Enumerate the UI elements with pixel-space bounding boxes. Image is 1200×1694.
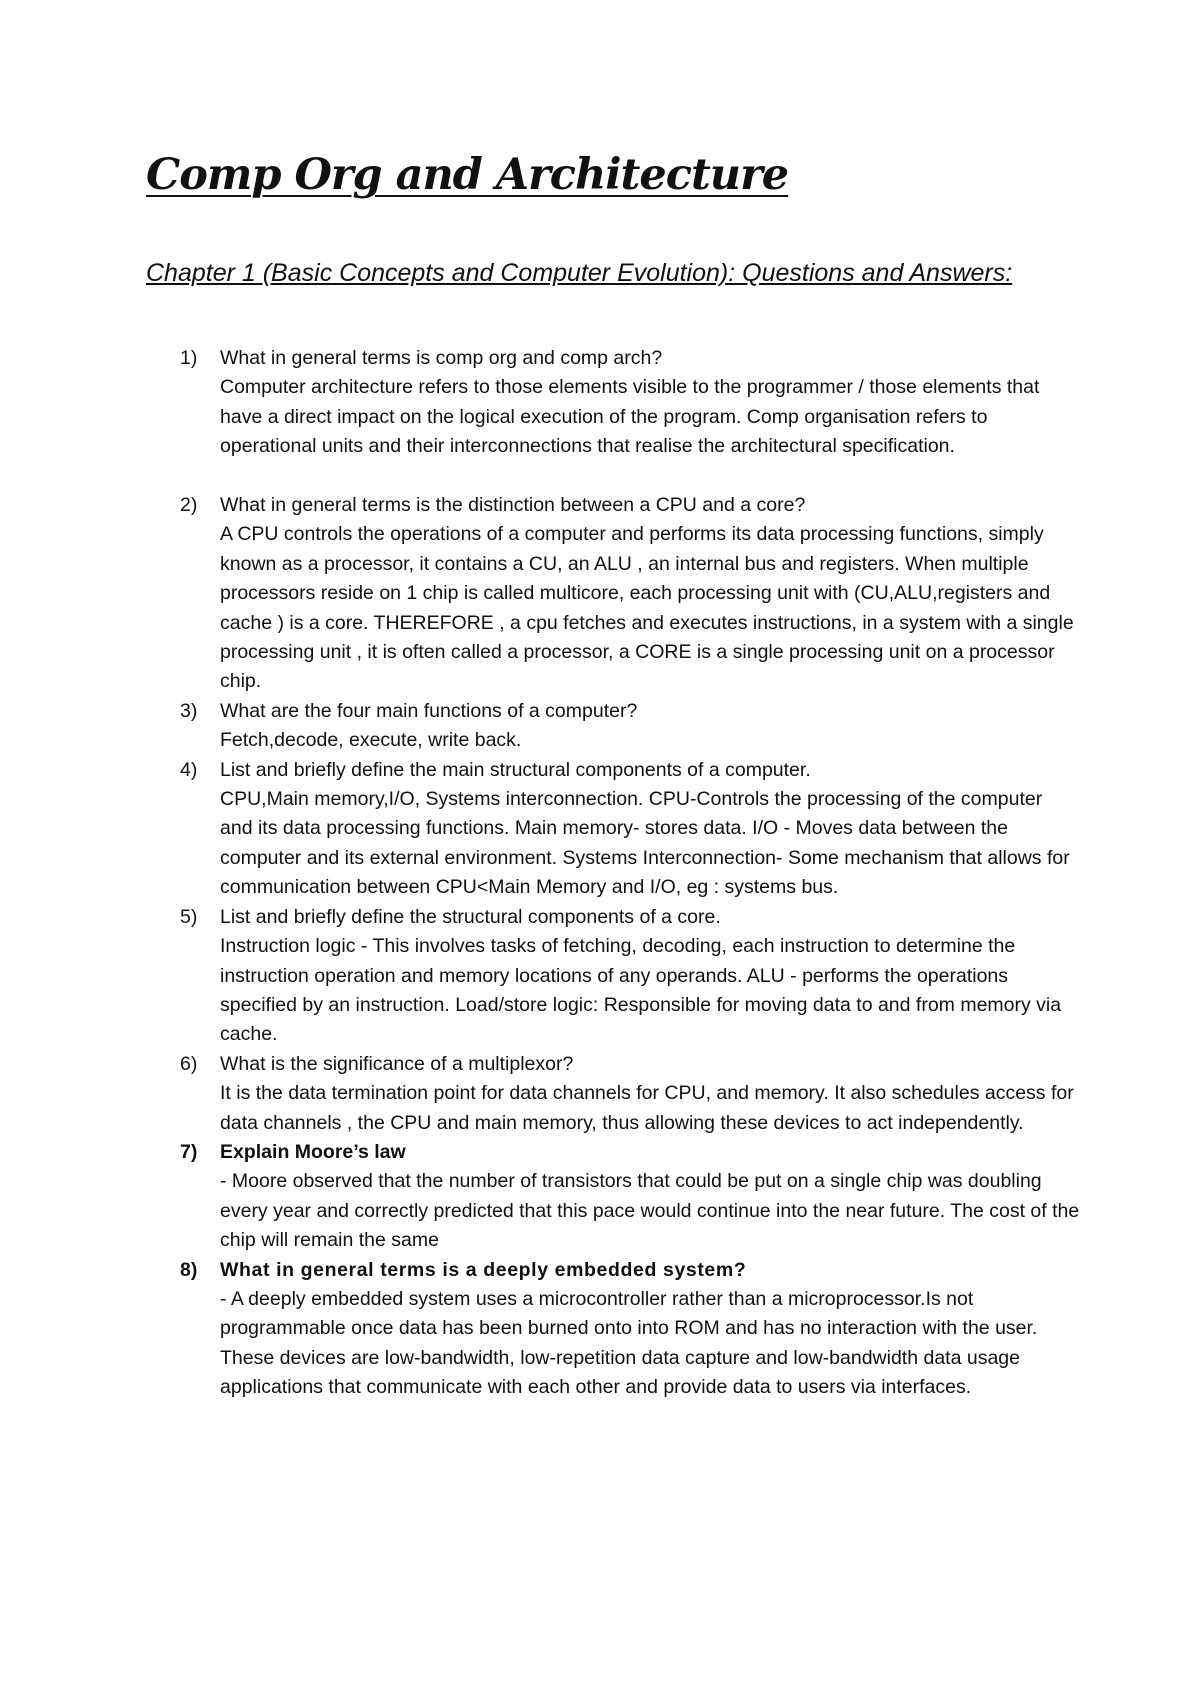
qa-number: 8) <box>180 1258 198 1281</box>
qa-question: What is the significance of a multiplexor? <box>220 1052 574 1075</box>
qa-question: What in general terms is a deeply embedded system? <box>220 1258 747 1281</box>
qa-answer: - Moore observed that the number of transistors that could be put on a single chip was doubling every year and correctly predicted that this pace would continue into the near future. The cost of the chip will remain the same <box>220 1170 1080 1252</box>
qa-item-1 <box>180 344 1080 462</box>
qa-number: 4) <box>180 758 198 781</box>
qa-answer: Computer architecture refers to those elements visible to the programmer / those elements that have a direct impact on the logical execution of the program. Comp organisation refers to operational units and their interconnections that realise the architectural specification. <box>220 376 1040 458</box>
qa-item-2 <box>180 491 1080 697</box>
qa-number: 5) <box>180 905 198 928</box>
qa-answer: Instruction logic - This involves tasks of fetching, decoding, each instruction to determine the instruction operation and memory locations of any operands. ALU - performs the operations specified by an instruction. Load/store logic: Responsible for moving data to and from memory via cache. <box>220 935 1062 1046</box>
qa-item-6 <box>180 1050 1080 1138</box>
qa-list <box>180 344 1080 1403</box>
qa-question: List and briefly define the structural components of a core. <box>220 905 721 928</box>
document-title: Comp Org and Architecture <box>146 150 789 200</box>
qa-answer: A CPU controls the operations of a computer and performs its data processing functions, simply known as a processor, it contains a CU, an ALU , an internal bus and registers. When multiple processors reside on 1 chip is called multicore, each processing unit with (CU,ALU,registers and cache ) is a core. THEREFORE , a cpu fetches and executes instructions, in a system with a single processing unit , it is often called a processor, a CORE is a single processing unit on a processor chip. <box>220 523 1074 693</box>
qa-item-5 <box>180 903 1080 1050</box>
qa-question: What in general terms is comp org and comp arch? <box>220 347 663 369</box>
qa-number: 1) <box>180 347 198 369</box>
qa-question: What in general terms is the distinction between a CPU and a core? <box>220 494 806 517</box>
chapter-heading: Chapter 1 (Basic Concepts and Computer Evolution): Questions and Answers: <box>146 259 1013 287</box>
qa-question: Explain Moore’s law <box>220 1140 406 1163</box>
qa-question: List and briefly define the main structural components of a computer. <box>220 758 811 781</box>
qa-answer: CPU,Main memory,I/O, Systems interconnection. CPU-Controls the processing of the computer and its data processing functions. Main memory- stores data. I/O - Moves data between the computer and its external environment. Systems Interconnection- Some mechanism that allows for communication between CPU<Main Memory and I/O, eg : systems bus. <box>220 788 1070 899</box>
qa-answer: Fetch,decode, execute, write back. <box>220 729 522 752</box>
qa-number: 6) <box>180 1052 198 1075</box>
qa-number: 7) <box>180 1140 198 1163</box>
qa-item-3 <box>180 697 1080 756</box>
qa-number: 2) <box>180 494 198 517</box>
qa-item-7 <box>180 1138 1080 1256</box>
qa-item-4 <box>180 756 1080 903</box>
qa-item-8 <box>180 1256 1080 1403</box>
qa-question: What are the four main functions of a computer? <box>220 699 638 722</box>
qa-answer: It is the data termination point for data channels for CPU, and memory. It also schedules access for data channels , the CPU and main memory, thus allowing these devices to act independently. <box>220 1082 1074 1134</box>
qa-number: 3) <box>180 699 198 722</box>
qa-answer: - A deeply embedded system uses a microcontroller rather than a microprocessor.Is not programmable once data has been burned onto into ROM and has no interaction with the user. These devices are low-bandwidth, low-repetition data capture and low-bandwidth data usage applications that communicate with each other and provide data to users via interfaces. <box>220 1287 1038 1399</box>
